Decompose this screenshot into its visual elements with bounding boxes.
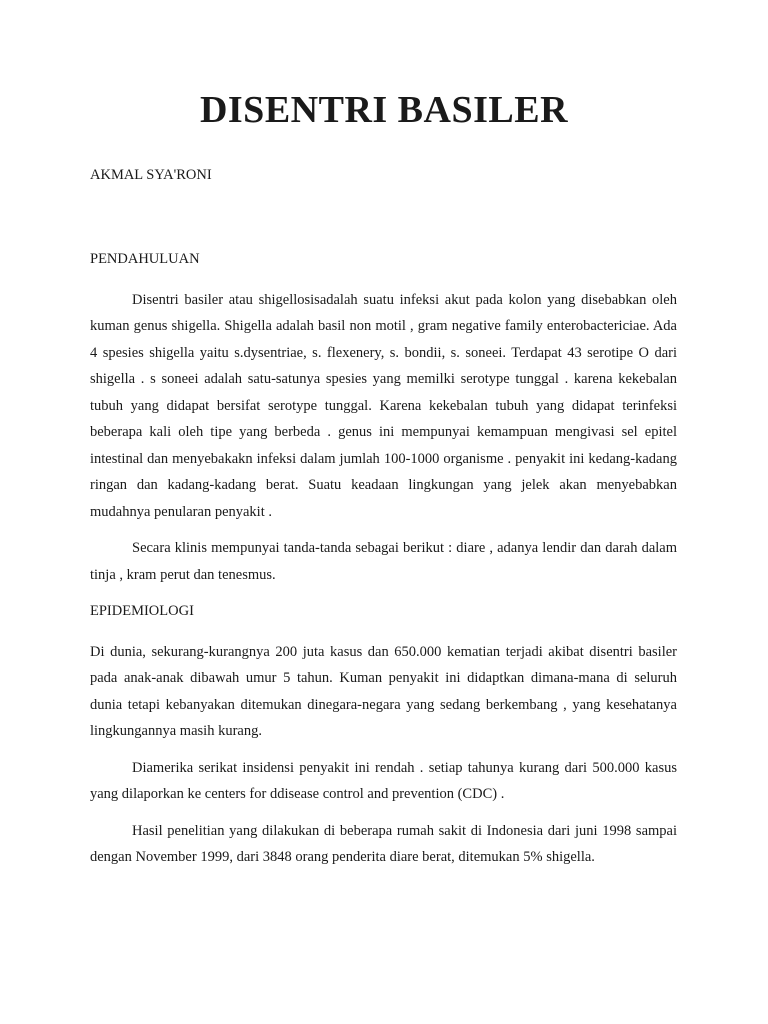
paragraph-epidemiologi-1: Di dunia, sekurang-kurangnya 200 juta kasus dan 650.000 kematian terjadi akibat disentri basiler pada anak-anak dibawah umur 5 tahun. Kuman penyakit ini didaptkan dimana-mana di seluruh dunia tetapi kebanyakan ditemukan dinegara-negara yang sedang berkembang , yang kesehatanya lingkungannya masih kurang.	[90, 643, 677, 739]
paragraph-epidemiologi-3: Hasil penelitian yang dilakukan di beberapa rumah sakit di Indonesia dari juni 1998 sampai dengan November 1999, dari 3848 orang penderita diare berat, ditemukan 5% shigella.	[90, 822, 677, 865]
paragraph-epidemiologi-2: Diamerika serikat insidensi penyakit ini rendah . setiap tahunya kurang dari 500.000 kasus yang dilaporkan ke centers for ddisease control and prevention (CDC) .	[90, 759, 677, 802]
section-heading-pendahuluan: PENDAHULUAN	[90, 251, 200, 267]
section-heading-epidemiologi: EPIDEMIOLOGI	[90, 603, 194, 619]
paragraph-pendahuluan-1: Disentri basiler atau shigellosisadalah suatu infeksi akut pada kolon yang disebabkan oleh kuman genus shigella. Shigella adalah basil non motil , gram negative family enterobactericiae. Ada 4 spesies shigella yaitu s.dysentriae, s. flexenery, s. bondii, s. soneei. Terdapat 43 serotipe O dari shigella . s soneei adalah satu-satunya spesies yang memilki serotype tunggal . karena kekebalan tubuh yang didapat bersifat serotype tunggal. Karena kekebalan tubuh yang didapat terinfeksi beberapa kali oleh tipe yang berbeda . genus ini mempunyai kemampuan mengivasi sel epitel intestinal dan menyebakakn infeksi dalam jumlah 100-1000 organisme . penyakit ini kedang-kadang ringan dan kadang-kadang berat. Suatu keadaan lingkungan yang jelek akan menyebabkan mudahnya penularan penyakit .	[90, 291, 677, 520]
author-name: AKMAL SYA'RONI	[90, 167, 212, 183]
paragraph-pendahuluan-2: Secara klinis mempunyai tanda-tanda sebagai berikut : diare , adanya lendir dan darah dalam tinja , kram perut dan tenesmus.	[90, 540, 677, 583]
document-body	[90, 246, 677, 881]
document-title: DISENTRI BASILER	[199, 89, 569, 131]
